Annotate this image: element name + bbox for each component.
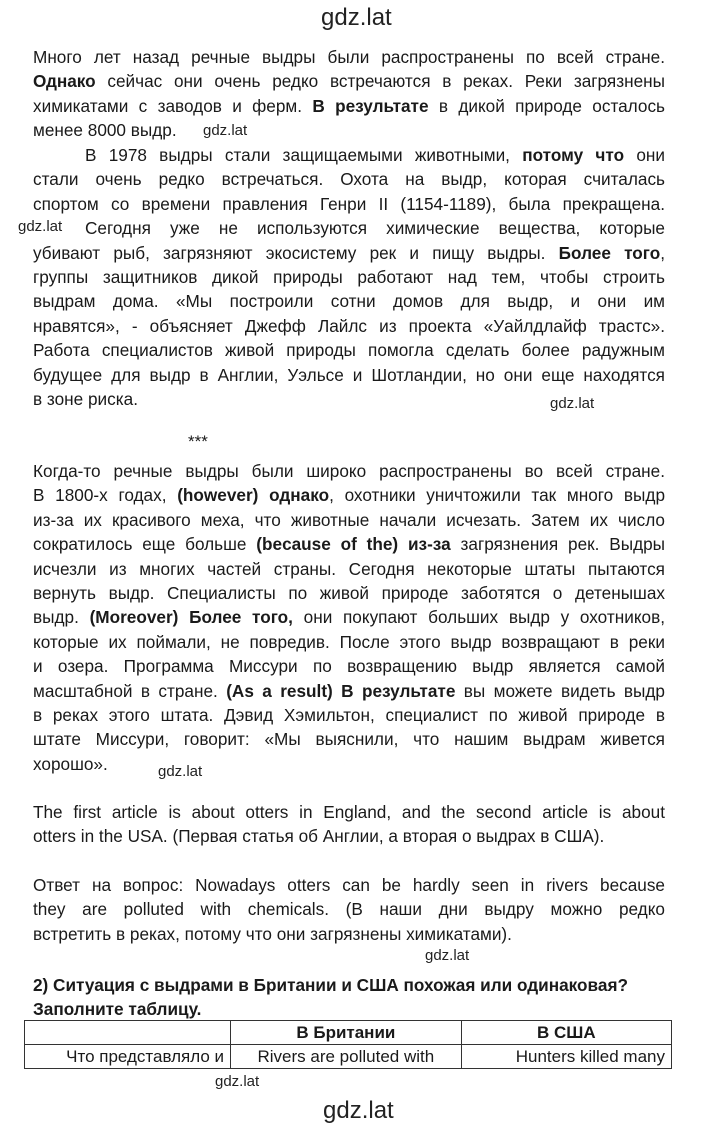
table-header-cell (25, 1021, 231, 1045)
comparison-table (24, 1020, 672, 1069)
question-line: 2) Ситуация с выдрами в Британии и США похожая или одинаковая? (33, 975, 628, 995)
paragraph-1 (33, 45, 665, 143)
watermark: gdz.lat (323, 1097, 394, 1124)
table-header-row (25, 1021, 672, 1045)
text-line: стали очень редко встречаться. Охота на выдр, которая считалась (33, 169, 665, 190)
text-line: хорошо». (33, 753, 108, 774)
separator: *** (188, 432, 208, 451)
text-line: которые их поймали, не повредив. После этого выдр возвращают в реки (33, 631, 665, 652)
text-line: исчезли из многих частей страны. Сегодня некоторые штаты пытаются (33, 558, 665, 579)
paragraph-5 (33, 873, 665, 946)
text-line: спортом со времени правления Генри II (1154-1189), была прекращена. (33, 193, 665, 214)
text-line: в реках этого штата. Дэвид Хэмильтон, специалист по живой природе в (33, 705, 665, 726)
text-line: вернуть выдр. Специалисты по живой природе заботятся о детенышах (33, 583, 665, 604)
table-cell: Hunters killed many (461, 1045, 671, 1069)
table-cell: Что представляло и (25, 1045, 231, 1069)
text-line: убивают рыб, загрязняют экосистему рек и пищу выдры. Более того, (33, 242, 665, 263)
question-line: Заполните таблицу. (33, 999, 202, 1019)
table-header-cell: В Британии (231, 1021, 462, 1045)
text-line: В 1800-х годах, (however) однако, охотники уничтожили так много выдр (33, 485, 666, 506)
text-line: The first article is about otters in England, and the second article is about (33, 802, 665, 822)
text-line: Сегодня уже не используются химические вещества, которые (85, 218, 665, 239)
text-line: группы защитников дикой природы работают над тем, чтобы строить (33, 267, 665, 288)
paragraph-4 (33, 800, 665, 849)
question-heading (33, 973, 673, 1021)
text-line: нравятся», - объясняет Джефф Лайлс из проекта «Уайлдлайф трастс». (33, 315, 665, 336)
text-line: масштабной в стране. (As a result) В результате вы можете видеть выдр (33, 680, 665, 701)
paragraph-3 (33, 459, 665, 776)
text-line: Однако сейчас они очень редко встречаются в реках. Реки загрязнены (33, 71, 665, 92)
watermark: gdz.lat (215, 1073, 260, 1090)
table-row (25, 1045, 672, 1069)
text-line: they are polluted with chemicals. (В наши дни выдру можно редко (33, 899, 665, 920)
text-line: выдр. (Moreover) Более того, они покупают больших выдр у охотников, (33, 607, 666, 628)
watermark: gdz.lat (321, 4, 392, 31)
text-line: выдрам дома. «Мы построили сотни домов для выдр, и они им (33, 291, 665, 312)
watermark: gdz.lat (425, 947, 470, 964)
text-line: В 1978 выдры стали защищаемыми животными, потому что они (85, 145, 665, 165)
watermark: gdz.lat (550, 395, 595, 412)
table-header-cell: В США (461, 1021, 671, 1045)
paragraph-2 (33, 143, 665, 411)
text-line: из-за их красивого меха, что животные начали исчезать. Затем их число (33, 509, 665, 530)
text-line: Работа специалистов живой природы помогла сделать более радужным (33, 340, 665, 361)
watermark: gdz.lat (203, 122, 248, 139)
text-line: сократилось еще больше (because of the) из-за загрязнения рек. Выдры (33, 534, 666, 555)
text-line: Когда-то речные выдры были широко распространены во всей стране. (33, 461, 665, 481)
watermark: gdz.lat (18, 218, 63, 235)
text-line: в зоне риска. (33, 389, 138, 410)
text-line: химикатами с заводов и ферм. В результате в дикой природе осталось (33, 95, 666, 116)
text-line: менее 8000 выдр. (33, 120, 177, 141)
table-cell: Rivers are polluted with (231, 1045, 462, 1069)
text-line: штате Миссури, говорит: «Мы выяснили, что нашим выдрам живется (33, 729, 665, 750)
text-line: Много лет назад речные выдры были распространены по всей стране. (33, 47, 665, 67)
text-line: будущее для выдр в Англии, Уэльсе и Шотландии, но они еще находятся (33, 364, 665, 385)
watermark: gdz.lat (158, 763, 203, 780)
text-line: и озера. Программа Миссури по возвращению выдр является самой (33, 656, 665, 677)
text-line: встретить в реках, потому что они загрязнены химикатами). (33, 923, 512, 944)
text-line: otters in the USA. (Первая статья об Англии, а вторая о выдрах в США). (33, 826, 605, 847)
text-line: Ответ на вопрос: Nowadays otters can be hardly seen in rivers because (33, 875, 665, 895)
